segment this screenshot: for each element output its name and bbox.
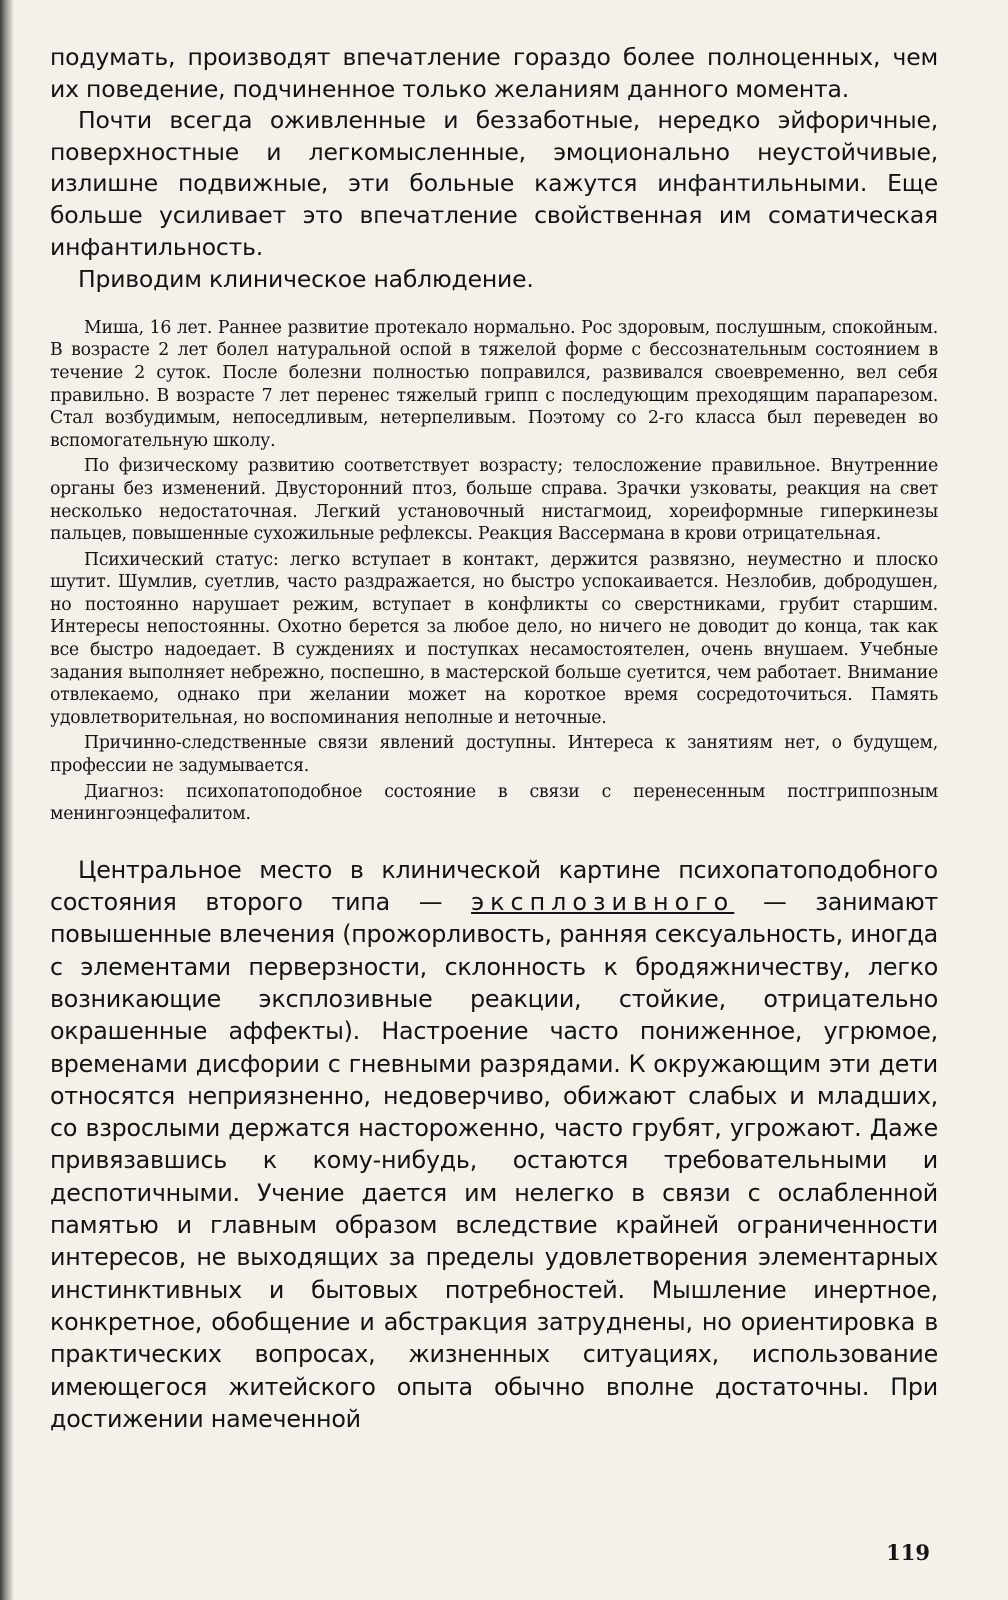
page-number: 119: [886, 1540, 930, 1565]
case-diagnosis-paragraph: Диагноз: психопатоподобное состояние в связи с перенесенным постгриппозным менингоэнцефалитом.: [50, 781, 938, 825]
paragraph-explosive-end: — занимают повышенные влечения (прожорливость, ранняя сексуальность, иногда с элементами перверзности, склонность к бродяжничеству, легко возникающие эксплозивные реакции, стойкие, отрицательно окрашенные аффекты). Настроение часто пониженное, угрюмое, временами дисфории с гневными разрядами. К окружающим эти дети относятся неприязненно, недоверчиво, обижают слабых и младших, со взрослыми держатся настороженно, часто грубят, угрожают. Даже привязавшись к кому-нибудь, остаются требовательными и деспотичными. Учение дается им нелегко в связи с ослабленной памятью и главным образом вследствие крайней ограниченности интересов, не выходящих за пределы удовлетворения элементарных инстинктивных и бытовых потребностей. Мышление инертное, конкретное, обобщение и абстракция затруднены, но ориентировка в практических вопросах, жизненных ситуациях, использование имеющегося житейского опыта обычно вполне достаточны. При достижении намеченной: [50, 888, 939, 1433]
paragraph-infantile-description: Почти всегда оживленные и беззаботные, нередко эйфоричные, поверхностные и легкомысленные, эмоционально неустойчивые, излишне подвижные, эти больные кажутся инфантильными. Еще больше усиливает это впечатление свойственная им соматическая инфантильность.: [50, 106, 938, 261]
paragraph-explosive-start: Центральное место в клинической картине психопатоподобного состояния второго типа —: [50, 855, 938, 917]
paragraph-continuation: подумать, производят впечатление гораздо более полноценных, чем их поведение, подчиненное только желаниям данного момента.: [50, 43, 938, 103]
scan-edge-shadow: [0, 0, 14, 1600]
case-mental-status-paragraph: Психический статус: легко вступает в контакт, держится развязно, неуместно и плоско шутит. Шумлив, суетлив, часто раздражается, но быстро успокаивается. Незлобив, добродушен, но постоянно нарушает режим, вступает в конфликты со сверстниками, грубит старшим. Интересы непостоянны. Охотно берется за любое дело, но ничего не доводит до конца, так как все быстро надоедает. В суждениях и поступках несамостоятелен, очень внушаем. Учебные задания выполняет небрежно, поспешно, в мастерской больше суетится, чем работает. Внимание отвлекаемо, однако при желании может на короткое время сосредоточиться. Память удовлетворительная, но воспоминания неполные и неточные.: [50, 549, 938, 728]
case-history-paragraph: Миша, 16 лет. Раннее развитие протекало нормально. Рос здоровым, послушным, спокойным. В возрасте 2 лет болел натуральной оспой в тяжелой форме с бессознательным состоянием в течение 2 суток. После болезни полностью поправился, развивался своевременно, вел себя правильно. В возрасте 7 лет перенес тяжелый грипп с последующим преходящим парапарезом. Стал возбудимым, непоседливым, нетерпеливым. Поэтому со 2-го класса был переведен во вспомогательную школу.: [50, 317, 938, 451]
clinical-case-block: [50, 317, 938, 826]
case-causal-links-paragraph: Причинно-следственные связи явлений доступны. Интереса к занятиям нет, о будущем, профессии не задумывается.: [50, 733, 938, 777]
emphasized-term: эксплозивного: [471, 888, 735, 917]
paragraph-case-intro: Приводим клиническое наблюдение.: [78, 265, 534, 294]
paragraph-explosive-type: [50, 854, 938, 1435]
case-physical-status-paragraph: По физическому развитию соответствует возрасту; телосложение правильное. Внутренние органы без изменений. Двусторонний птоз, больше справа. Зрачки узковаты, реакция на свет несколько недостаточная. Легкий установочный нистагмоид, хореиформные гиперкинезы пальцев, повышенные сухожильные рефлексы. Реакция Вассермана в крови отрицательная.: [50, 456, 938, 545]
book-page: [50, 42, 938, 1435]
